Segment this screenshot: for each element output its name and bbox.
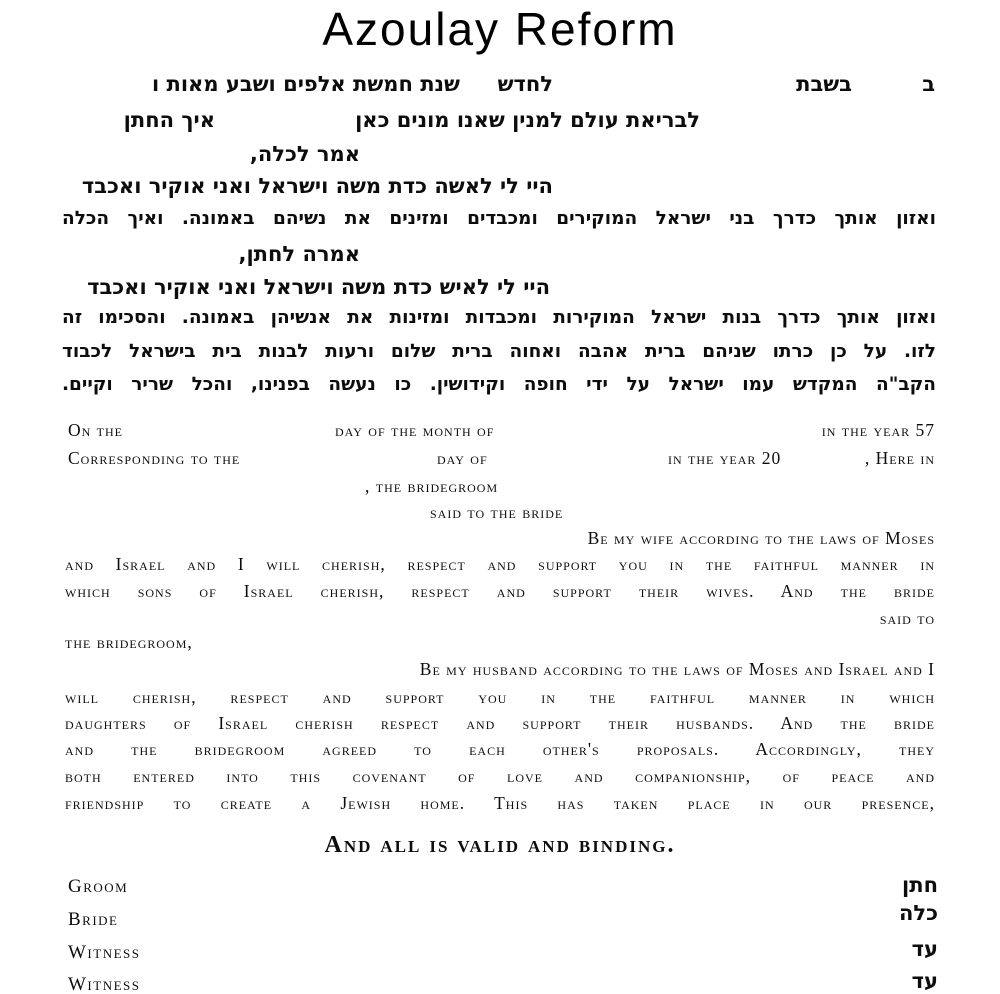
- hebrew-line1-month: לחדש: [497, 72, 553, 96]
- english-line3: , the bridegroom: [365, 476, 499, 496]
- english-line7: which sons of Israel cherish, respect and support their wives. And the bride: [65, 581, 935, 601]
- witness2-label: Witness: [68, 974, 141, 994]
- hebrew-line5: ואזון אותך כדרך בני ישראל המוקירים ומכבדים ומזינים את נשיהם באמונה. ואיך הכלה: [62, 208, 936, 229]
- groom-label-hebrew: חתן: [902, 873, 938, 897]
- closing-statement: And all is valid and binding.: [324, 832, 676, 858]
- hebrew-line6: אמרה לחתן,: [238, 242, 360, 266]
- english-line9: the bridegroom,: [65, 632, 193, 652]
- hebrew-line9: לזו. על כן כרתו שניהם ברית אהבה ואחוה ברית שלום ורעות לבנות בית בישראל לכבוד: [62, 341, 936, 362]
- hebrew-line2-creation: לבריאת עולם למנין שאנו מונים כאן: [355, 108, 700, 132]
- hebrew-line7: היי לי לאיש כדת משה וישראל ואני אוקיר ואכבד: [87, 275, 550, 299]
- hebrew-line3: אמר לכלה,: [249, 142, 360, 166]
- english-line13: and the bridegroom agreed to each other's proposals. Accordingly, they: [65, 739, 935, 759]
- page-title: Azoulay Reform: [322, 3, 678, 55]
- hebrew-line10: הקב"ה המקדש עמו ישראל על ידי חופה וקידושין. כו נעשה בפנינו, והכל שריר וקיים.: [62, 374, 936, 395]
- english-line11: will cherish, respect and support you in the faithful manner in which: [65, 687, 935, 707]
- bride-label-hebrew: כלה: [898, 901, 938, 925]
- witness1-label-hebrew: עד: [911, 937, 938, 961]
- english-line1-year: in the year 57: [821, 420, 935, 440]
- witness1-label: Witness: [68, 942, 141, 963]
- english-line6: and Israel and I will cherish, respect and support you in the faithful manner in: [65, 554, 935, 574]
- english-line2-corresponding: Corresponding to the: [68, 448, 241, 468]
- hebrew-line1-prefix: ב: [922, 72, 935, 96]
- english-line2-herein: , Here in: [864, 448, 935, 468]
- english-line5: Be my wife according to the laws of Moses: [587, 528, 935, 548]
- english-line12: daughters of Israel cherish respect and support their husbands. And the bride: [65, 713, 935, 733]
- english-line1-dayofmonth: day of the month of: [335, 420, 495, 440]
- hebrew-line1-year: שנת חמשת אלפים ושבע מאות ו: [151, 72, 460, 96]
- groom-label: Groom: [68, 876, 129, 897]
- hebrew-line8: ואזון אותך כדרך בנות ישראל המוקירות ומכבדות ומזינות את אנשיהן באמונה. והסכימו זה: [62, 307, 936, 328]
- hebrew-line1-week: בשבת: [796, 72, 852, 96]
- hebrew-line4: היי לי לאשה כדת משה וישראל ואני אוקיר ואכבד: [81, 174, 553, 198]
- english-line2-dayof: day of: [437, 448, 488, 468]
- english-line10: Be my husband according to the laws of Moses and Israel and I: [419, 659, 935, 679]
- english-line1-onthe: On the: [68, 420, 124, 440]
- english-line15: friendship to create a Jewish home. This has taken place in our presence,: [65, 793, 935, 813]
- bride-label: Bride: [68, 909, 119, 930]
- english-line4: said to the bride: [430, 502, 564, 522]
- english-line2-year: in the year 20: [668, 448, 782, 468]
- witness2-label-hebrew: עד: [911, 969, 938, 993]
- english-line8: said to: [879, 608, 935, 628]
- english-line14: both entered into this covenant of love and companionship, of peace and: [65, 766, 935, 786]
- hebrew-line2-groom: איך החתן: [123, 108, 215, 132]
